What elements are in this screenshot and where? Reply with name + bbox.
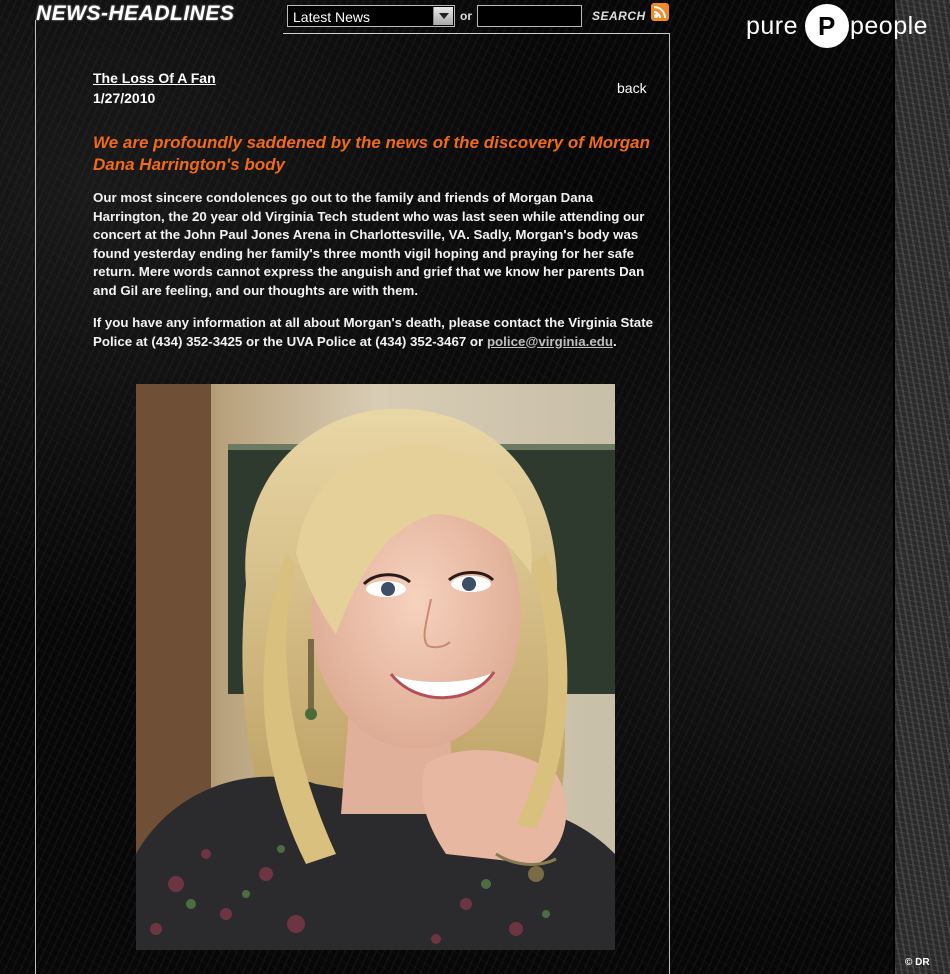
logo-text-right: people bbox=[850, 12, 929, 40]
back-link[interactable]: back bbox=[617, 80, 647, 96]
logo-text-left: pure bbox=[746, 12, 799, 40]
content-frame-left bbox=[35, 20, 36, 974]
or-label: or bbox=[460, 9, 472, 23]
select-dropdown-button[interactable] bbox=[433, 7, 453, 25]
pure-people-logo-icon bbox=[805, 4, 849, 48]
section-title-text: NEWS-HEADLINES bbox=[36, 2, 235, 25]
paragraph-2-text: If you have any information at all about Morgan's death, please contact the Virginia State Police at (434) 352-3425 or the UVA Police at (434) 352-3467 or bbox=[93, 315, 654, 349]
article-paragraph-1: Our most sincere condolences go out to the family and friends of Morgan Dana Harrington, the 20 year old Virginia Tech student who was last seen while attending our concert at the John Paul Jones Arena in Charlottesville, VA. Sadly, Morgan's body was found yesterday ending her family's three month vigil hoping and praying for her safe return. Mere words cannot express the anguish and grief that we know her parents Dan and Gil are feeling, and our thoughts are with them. bbox=[93, 190, 645, 298]
paragraph-2-end: . bbox=[612, 333, 617, 349]
section-title bbox=[36, 2, 234, 26]
article-date: 1/27/2010 bbox=[93, 90, 156, 106]
rss-arc-large bbox=[654, 6, 666, 18]
logo-p-glyph: P bbox=[818, 11, 836, 41]
search-input[interactable] bbox=[477, 5, 582, 27]
chevron-down-icon bbox=[439, 13, 449, 19]
search-button[interactable]: SEARCH bbox=[592, 9, 646, 23]
right-texture-strip bbox=[895, 0, 950, 974]
content-frame-right bbox=[669, 33, 670, 974]
police-email-link[interactable]: police@virginia.edu bbox=[486, 333, 613, 349]
news-category-select[interactable] bbox=[287, 5, 455, 27]
article-paragraph-2 bbox=[93, 314, 655, 351]
header-divider bbox=[283, 33, 670, 34]
news-select-value: Latest News bbox=[293, 9, 371, 25]
article-headline: We are profoundly saddened by the news of the discovery of Morgan Dana Harrington's body bbox=[93, 133, 650, 174]
article-title: The Loss Of A Fan bbox=[93, 70, 216, 86]
rss-icon[interactable] bbox=[651, 3, 669, 21]
article-photo bbox=[136, 384, 615, 950]
photo-credit: © DR bbox=[905, 957, 930, 968]
